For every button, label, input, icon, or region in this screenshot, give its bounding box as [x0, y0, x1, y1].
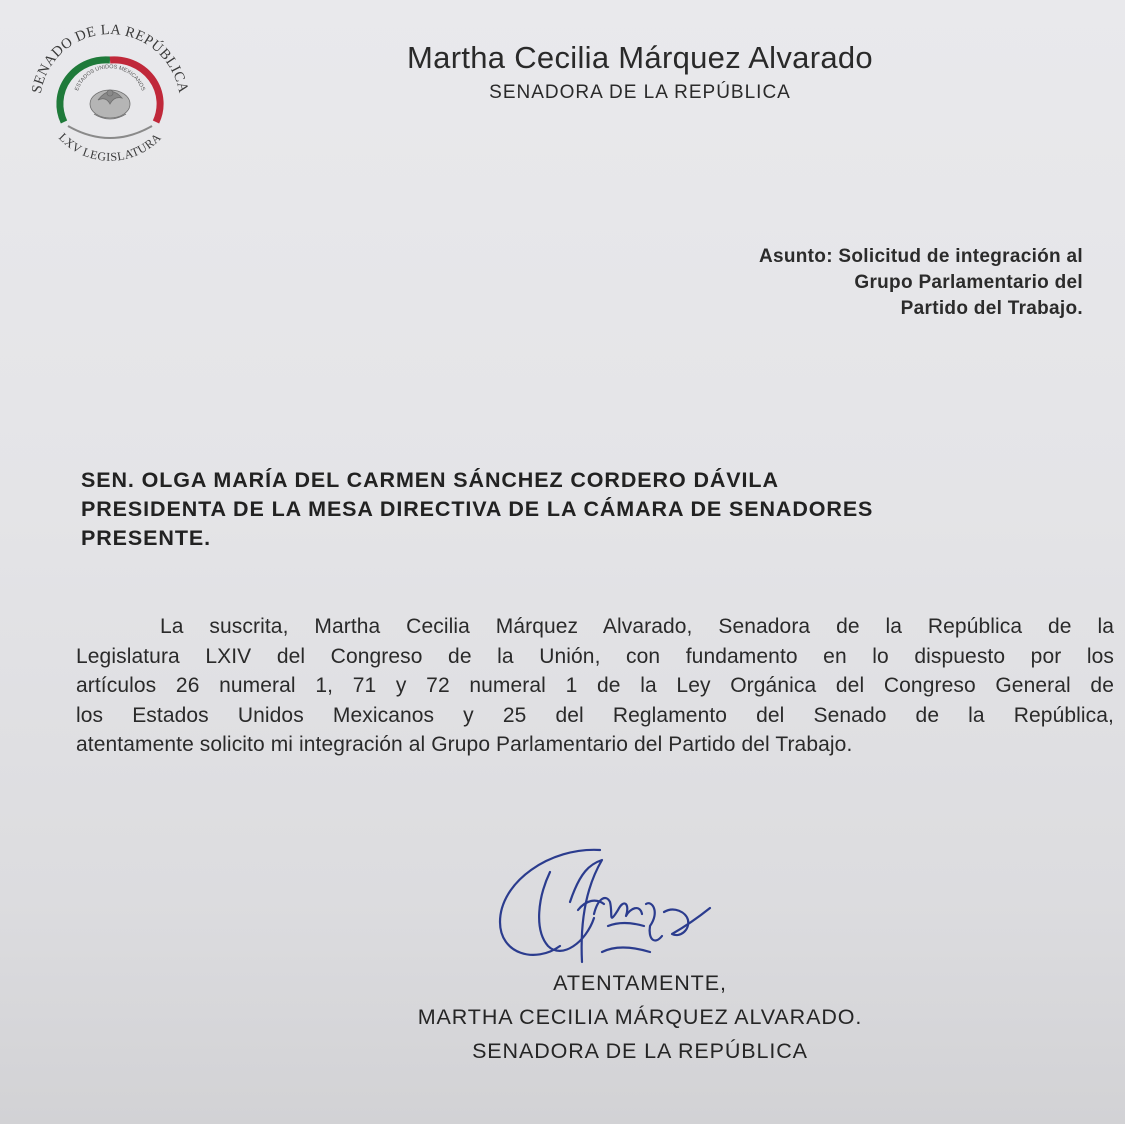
letterhead-name: Martha Cecilia Márquez Alvarado — [407, 40, 873, 75]
senate-seal-logo — [22, 22, 198, 172]
closing-salutation: ATENTAMENTE, — [553, 971, 727, 995]
svg-text:LXV LEGISLATURA — [56, 130, 164, 164]
recipient-title: PRESIDENTA DE LA MESA DIRECTIVA DE LA CÁMARA DE SENADORES — [81, 497, 874, 521]
signer-name: MARTHA CECILIA MÁRQUEZ ALVARADO. — [417, 1005, 863, 1029]
subject-block — [759, 244, 1083, 322]
subject-line: Asunto: Solicitud de integración al — [758, 246, 1083, 267]
recipient-salutation: PRESENTE. — [81, 526, 211, 550]
handwritten-signature-icon — [490, 842, 730, 982]
subject-line: Partido del Trabajo. — [900, 298, 1083, 319]
seal-bottom-text: LXV LEGISLATURA — [55, 130, 165, 164]
body-line: los Estados Unidos Mexicanos y 25 del Reglamento del Senado de la República, — [76, 703, 1114, 727]
body-line: artículos 26 numeral 1, 71 y 72 numeral 1 de la Ley Orgánica del Congreso General de — [76, 674, 1114, 697]
seal-top-text: SENADO DE LA REPÚBLICA — [28, 22, 192, 95]
body-line: atentamente solicito mi integración al Grupo Parlamentario del Partido del Trabajo. — [76, 733, 853, 756]
letterhead — [300, 40, 980, 104]
seal-inner-text: ESTADOS UNIDOS MEXICANOS — [74, 64, 146, 92]
coat-of-arms-icon — [90, 90, 130, 119]
letter-body — [76, 612, 1114, 760]
body-line: Legislatura LXIV del Congreso de la Unión, con fundamento en lo dispuesto por los — [76, 644, 1114, 668]
body-line: La suscrita, Martha Cecilia Márquez Alvarado, Senadora de la República de la — [160, 615, 1114, 638]
recipient-name: SEN. OLGA MARÍA DEL CARMEN SÁNCHEZ CORDERO DÁVILA — [81, 468, 779, 492]
signer-role: SENADORA DE LA REPÚBLICA — [472, 1039, 808, 1063]
letterhead-role: SENADORA DE LA REPÚBLICA — [489, 82, 791, 103]
recipient-block — [81, 466, 873, 553]
subject-line: Grupo Parlamentario del — [854, 272, 1083, 293]
